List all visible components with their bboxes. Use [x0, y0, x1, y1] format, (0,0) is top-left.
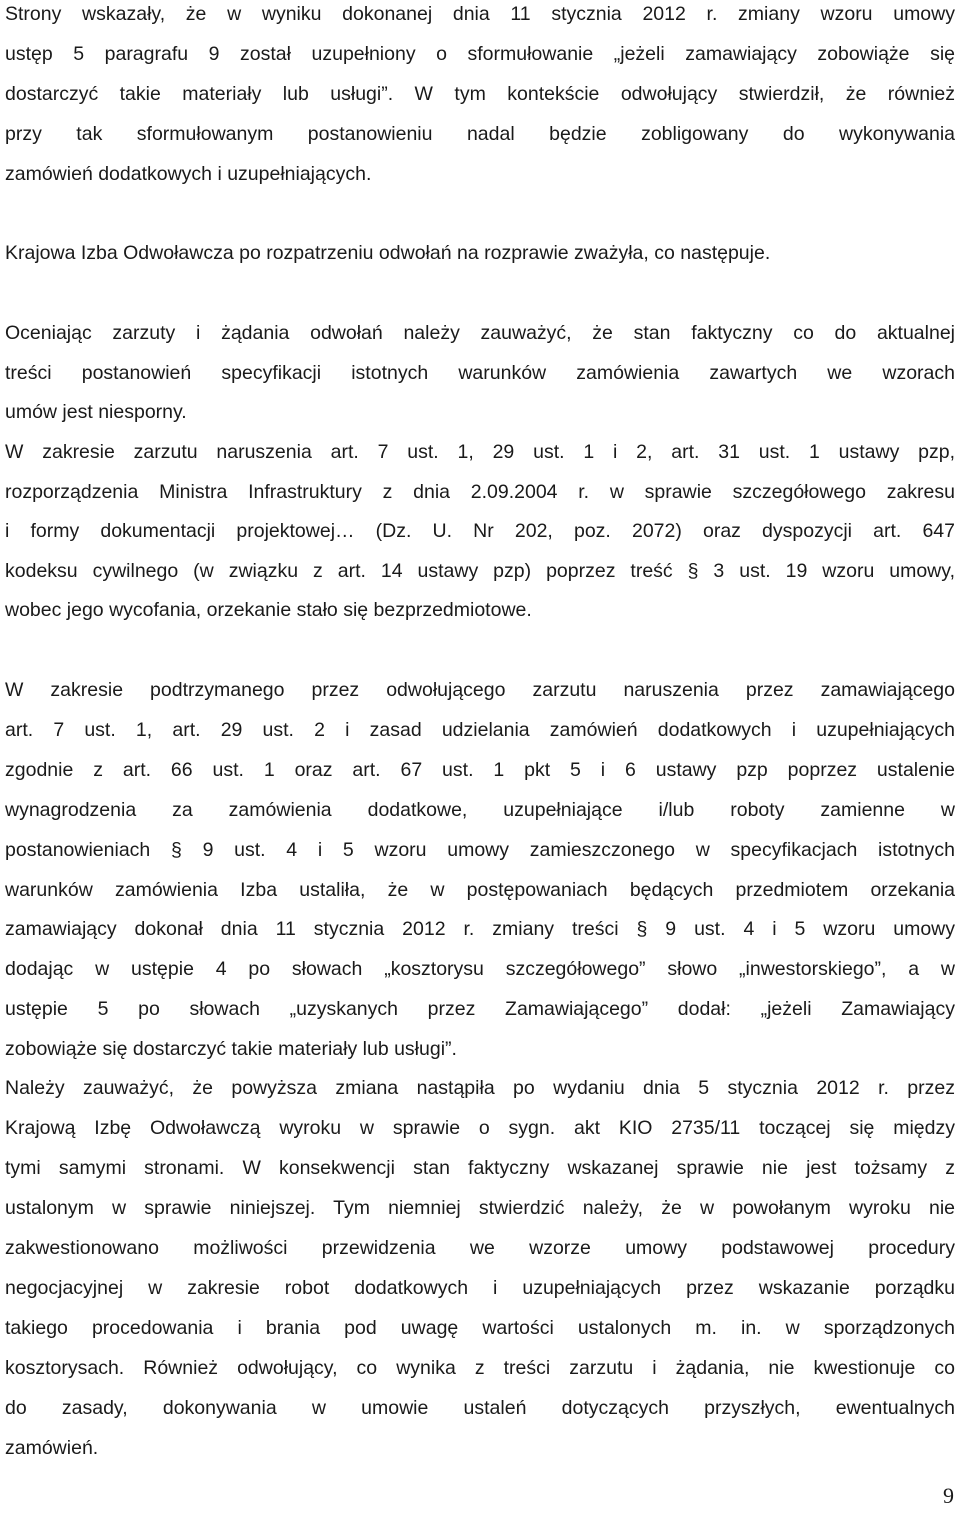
text-line: rozporządzenia Ministra Infrastruktury z dnia 2.09.2004 r. w sprawie szczegółowego zakresu: [5, 481, 955, 503]
text-line: treści postanowień specyfikacji istotnych warunków zamówienia zawartych we wzorach: [5, 362, 955, 384]
text-line: ustalonym w sprawie niniejszej. Tym niemniej stwierdzić należy, że w powołanym wyroku nie: [5, 1197, 955, 1219]
text-line: W zakresie podtrzymanego przez odwołującego zarzutu naruszenia przez zamawiającego: [5, 679, 955, 701]
text-line: warunków zamówienia Izba ustaliła, że w postępowaniach będących przedmiotem orzekania: [5, 879, 955, 901]
text-line: zakwestionowano możliwości przewidzenia we wzorze umowy podstawowej procedury: [5, 1237, 955, 1259]
text-line: Krajowa Izba Odwoławcza po rozpatrzeniu odwołań na rozprawie zważyła, co następuje.: [5, 242, 771, 264]
text-line: negocjacyjnej w zakresie robot dodatkowych i uzupełniających przez wskazanie porządku: [5, 1277, 955, 1299]
text-line: dostarczyć takie materiały lub usługi”. W tym kontekście odwołujący stwierdził, że również: [5, 83, 955, 105]
text-line: Oceniając zarzuty i żądania odwołań należy zauważyć, że stan faktyczny co do aktualnej: [5, 322, 955, 344]
text-line: i formy dokumentacji projektowej… (Dz. U. Nr 202, poz. 2072) oraz dyspozycji art. 647: [5, 520, 955, 542]
text-line: kodeksu cywilnego (w związku z art. 14 ustawy pzp) poprzez treść § 3 ust. 19 wzoru umowy,: [5, 560, 955, 582]
text-line: kosztorysach. Również odwołujący, co wynika z treści zarzutu i żądania, nie kwestionuje co: [5, 1357, 955, 1379]
text-line: tymi samymi stronami. W konsekwencji stan faktyczny wskazanej sprawie nie jest tożsamy z: [5, 1157, 955, 1179]
text-line: ustępie 5 po słowach „uzyskanych przez Zamawiającego” dodał: „jeżeli Zamawiający: [5, 998, 955, 1020]
text-line: zamawiający dokonał dnia 11 stycznia 2012 r. zmiany treści § 9 ust. 4 i 5 wzoru umowy: [5, 918, 955, 940]
text-line: takiego procedowania i brania pod uwagę wartości ustalonych m. in. w sporządzonych: [5, 1317, 955, 1339]
text-line: zamówień.: [5, 1437, 99, 1459]
text-line: dodając w ustępie 4 po słowach „kosztorysu szczegółowego” słowo „inwestorskiego”, a w: [5, 958, 955, 980]
text-line: zobowiąże się dostarczyć takie materiały lub usługi”.: [5, 1038, 457, 1060]
text-line: W zakresie zarzutu naruszenia art. 7 ust. 1, 29 ust. 1 i 2, art. 31 ust. 1 ustawy pzp,: [5, 441, 955, 463]
text-line: zamówień dodatkowych i uzupełniających.: [5, 163, 372, 185]
text-line: do zasady, dokonywania w umowie ustaleń dotyczących przyszłych, ewentualnych: [5, 1397, 955, 1419]
text-line: umów jest niesporny.: [5, 401, 187, 423]
text-line: Krajową Izbę Odwoławczą wyroku w sprawie o sygn. akt KIO 2735/11 toczącej się między: [5, 1117, 955, 1139]
text-line: postanowieniach § 9 ust. 4 i 5 wzoru umowy zamieszczonego w specyfikacjach istotnych: [5, 839, 955, 861]
text-line: zgodnie z art. 66 ust. 1 oraz art. 67 ust. 1 pkt 5 i 6 ustawy pzp poprzez ustalenie: [5, 759, 955, 781]
text-line: wobec jego wycofania, orzekanie stało się bezprzedmiotowe.: [5, 599, 532, 621]
text-line: art. 7 ust. 1, art. 29 ust. 2 i zasad udzielania zamówień dodatkowych i uzupełniających: [5, 719, 955, 741]
text-line: Należy zauważyć, że powyższa zmiana nastąpiła po wydaniu dnia 5 stycznia 2012 r. przez: [5, 1077, 955, 1099]
text-line: przy tak sformułowanym postanowieniu nadal będzie zobligowany do wykonywania: [5, 123, 955, 145]
text-line: wynagrodzenia za zamówienia dodatkowe, uzupełniające i/lub roboty zamienne w: [5, 799, 955, 821]
text-line: ustęp 5 paragrafu 9 został uzupełniony o sformułowanie „jeżeli zamawiający zobowiąże się: [5, 43, 955, 65]
page-number: 9: [943, 1483, 954, 1508]
text-line: Strony wskazały, że w wyniku dokonanej dnia 11 stycznia 2012 r. zmiany wzoru umowy: [5, 3, 955, 25]
